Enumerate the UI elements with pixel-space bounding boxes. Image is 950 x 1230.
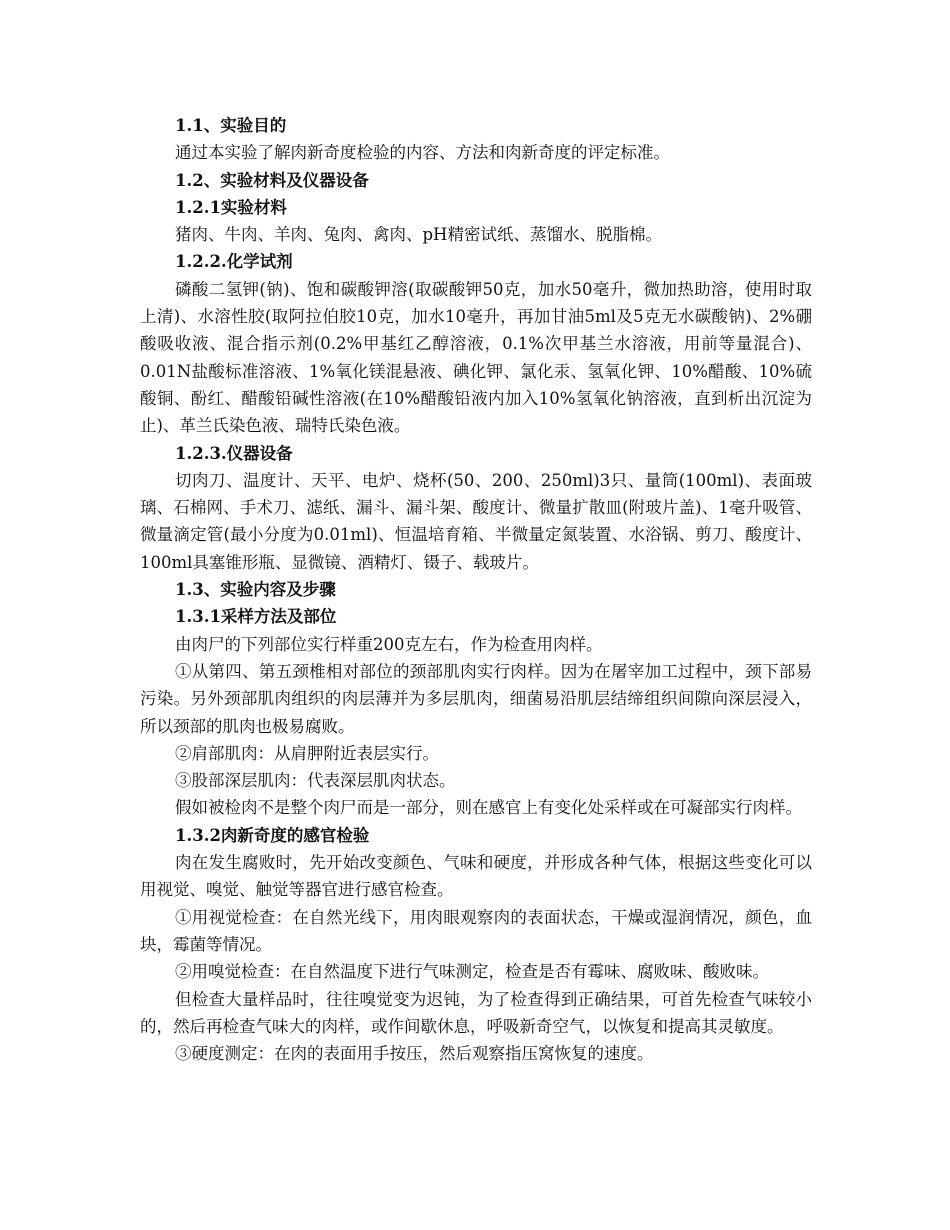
paragraph-purpose: 通过本实验了解肉新奇度检验的内容、方法和肉新奇度的评定标准。 [175,143,670,163]
section-heading-1-1: 1.1、实验目的 [175,116,287,135]
paragraph-reagents: 磷酸二氢钾(钠)、饱和碳酸钾溶(取碳酸钾50克，加水50毫升，微加热助溶，使用时取上清)、水溶性胶(取阿拉伯胶10克，加水10毫升，再加甘油5ml及5克无水碳酸钠)、2%硼酸吸收液、混合指示剂(0.2%甲基红乙醇溶液，0.1%次甲基兰水溶液，用前等量混合)、0.01N盐酸标准溶液、1%氧化镁混悬液、碘化钾、氯化汞、氢氧化钾、10%醋酸、10%硫酸铜、酚红、醋酸铅碱性溶液(在10%醋酸铅液内加入10%氢氧化钠溶液，直到析出沉淀为止)、革兰氏染色液、瑞特氏染色液。 [140,279,812,436]
paragraph-sensory-smell-note: 但检查大量样品时，往往嗅觉变为迟钝，为了检查得到正确结果，可首先检查气味较小的，然后再检查气味大的肉样，或作间歇休息，呼吸新奇空气，以恢复和提高其灵敏度。 [140,989,812,1036]
paragraph-sampling-shoulder: ②肩部肌肉：从肩胛附近表层实行。 [175,743,439,763]
section-heading-1-3: 1.3、实验内容及步骤 [175,580,336,600]
section-heading-1-2-1: 1.2.1实验材料 [175,197,287,217]
document-body [140,112,812,1067]
paragraph-sampling-thigh: ③股部深层肌肉：代表深层肌肉状态。 [175,771,456,791]
section-heading-1-3-2: 1.3.2肉新奇度的感官检验 [175,825,370,845]
paragraph-equipment: 切肉刀、温度计、天平、电炉、烧杯(50、200、250ml)3只、量筒(100ml)、表面玻璃、石棉网、手术刀、滤纸、漏斗、漏斗架、酸度计、微量扩散皿(附玻片盖)、1毫升吸管、微量滴定管(最小分度为0.01ml)、恒温培育箱、半微量定氮装置、水浴锅、剪刀、酸度计、100ml具塞锥形瓶、显微镜、酒精灯、镊子、载玻片。 [140,470,812,572]
paragraph-sampling-intro: 由肉尸的下列部位实行样重200克左右，作为检查用肉样。 [175,634,603,654]
paragraph-sensory-hardness: ③硬度测定：在肉的表面用手按压，然后观察指压窝恢复的速度。 [175,1044,654,1064]
section-heading-1-2-2: 1.2.2.化学试剂 [175,252,293,272]
paragraph-materials: 猪肉、牛肉、羊肉、兔肉、禽肉、pH精密试纸、蒸馏水、脱脂棉。 [175,225,662,245]
section-heading-1-2-3: 1.2.3.仪器设备 [175,443,293,463]
paragraph-sensory-intro: 肉在发生腐败时，先开始改变颜色、气味和硬度，并形成各种气体，根据这些变化可以用视觉、嗅觉、触觉等器官进行感官检查。 [140,853,812,900]
paragraph-sensory-visual: ①用视觉检查：在自然光线下，用肉眼观察肉的表面状态，干燥或湿润情况，颜色，血块，霉菌等情况。 [140,907,812,954]
section-heading-1-3-1: 1.3.1采样方法及部位 [175,607,337,627]
paragraph-sampling-neck: ①从第四、第五颈椎相对部位的颈部肌肉实行肉样。因为在屠宰加工过程中，颈下部易污染。另外颈部肌肉组织的肉层薄并为多层肌肉，细菌易沿肌层结缔组织间隙向深层浸入，所以颈部的肌肉也极易腐败。 [140,661,812,736]
paragraph-sensory-smell: ②用嗅觉检查：在自然温度下进行气味测定，检查是否有霉味、腐败味、酸败味。 [175,962,769,982]
section-heading-1-2: 1.2、实验材料及仪器设备 [175,170,369,190]
paragraph-sampling-partial: 假如被检肉不是整个肉尸而是一部分，则在感官上有变化处采样或在可凝部实行肉样。 [175,798,802,818]
